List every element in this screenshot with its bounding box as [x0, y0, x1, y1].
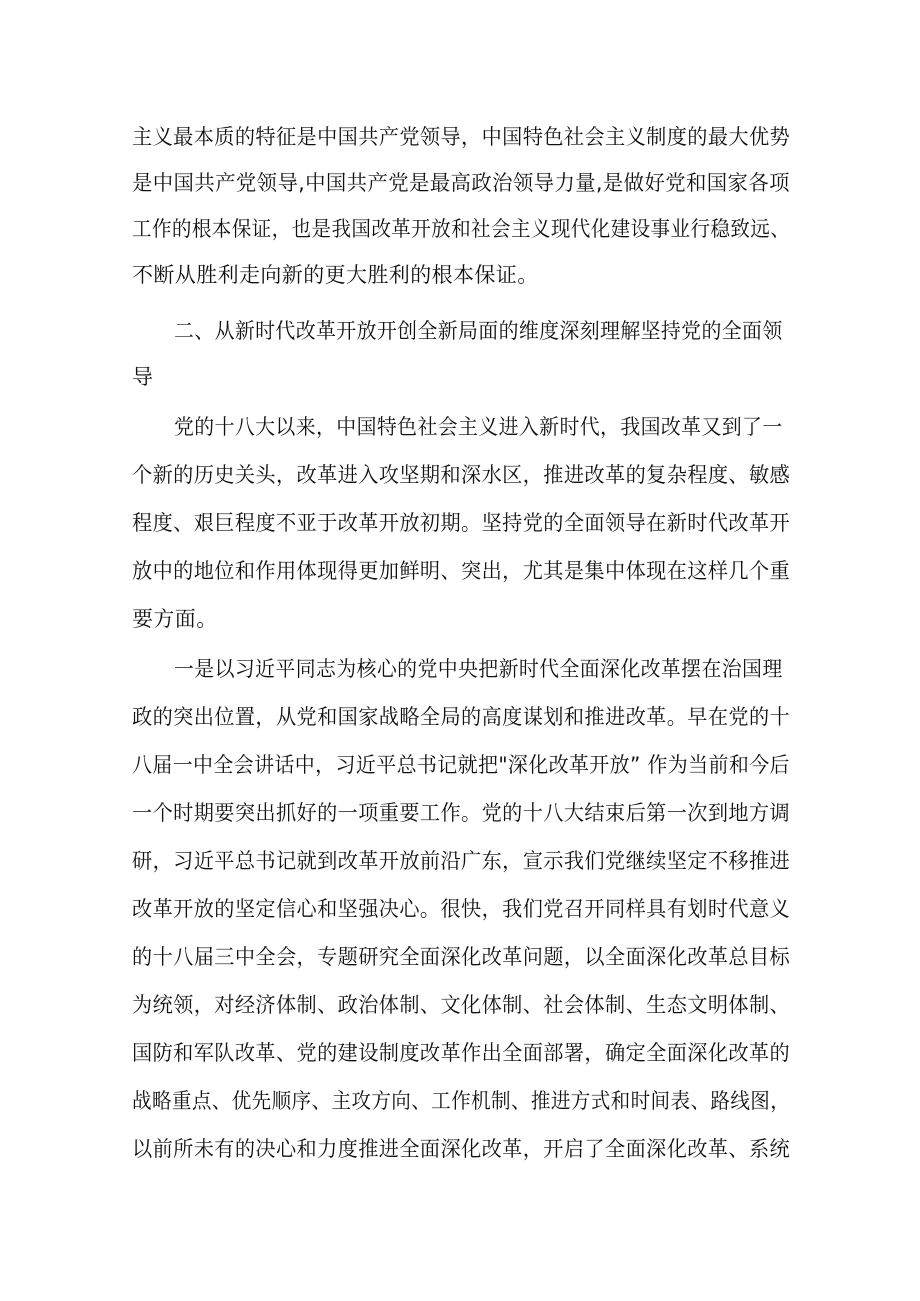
text-line: 政的突出位置，从党和国家战略全局的高度谋划和推进改革。早在党的十 — [132, 705, 791, 729]
text-line: 战略重点、优先顺序、主攻方向、工作机制、推进方式和时间表、路线图， — [132, 1089, 791, 1113]
text-line: 要方面。 — [132, 607, 218, 631]
section-heading-line: 二、从新时代改革开放开创全新局面的维度深刻理解坚持党的全面领 — [174, 319, 783, 343]
paragraph-first-line: 一是以习近平同志为核心的党中央把新时代全面深化改革摆在治国理 — [174, 657, 783, 681]
paragraph-first-line: 党的十八大以来，中国特色社会主义进入新时代，我国改革又到了一 — [174, 415, 783, 439]
text-line: 一个时期要突出抓好的一项重要工作。党的十八大结束后第一次到地方调 — [132, 801, 791, 825]
text-line: 国防和军队改革、党的建设制度改革作出全面部署，确定全面深化改革的 — [132, 1041, 791, 1065]
text-line: 放中的地位和作用体现得更加鲜明、突出，尤其是集中体现在这样几个重 — [132, 559, 791, 583]
text-line: 个新的历史关头，改革进入攻坚期和深水区，推进改革的复杂程度、敏感 — [132, 463, 791, 487]
text-line: 不断从胜利走向新的更大胜利的根本保证。 — [132, 263, 539, 287]
text-line: 工作的根本保证，也是我国改革开放和社会主义现代化建设事业行稳致远、 — [132, 217, 791, 241]
text-line: 程度、艰巨程度不亚于改革开放初期。坚持党的全面领导在新时代改革开 — [132, 511, 791, 535]
text-line: 是中国共产党领导,中国共产党是最高政治领导力量,是做好党和国家各项 — [132, 171, 790, 195]
text-line: 的十八届三中全会，专题研究全面深化改革问题，以全面深化改革总目标 — [132, 945, 791, 969]
text-line: 改革开放的坚定信心和坚强决心。很快，我们党召开同样具有划时代意义 — [132, 897, 791, 921]
text-line: 为统领，对经济体制、政治体制、文化体制、社会体制、生态文明体制、 — [132, 993, 791, 1017]
text-line: 主义最本质的特征是中国共产党领导，中国特色社会主义制度的最大优势 — [132, 125, 791, 149]
text-line: 以前所未有的决心和力度推进全面深化改革，开启了全面深化改革、系统 — [132, 1137, 791, 1161]
text-line: 八届一中全会讲话中，习近平总书记就把"深化改革开放” 作为当前和今后 — [132, 753, 790, 777]
section-heading-line: 导 — [132, 365, 154, 389]
text-line: 研，习近平总书记就到改革开放前沿广东，宣示我们党继续坚定不移推进 — [132, 849, 791, 873]
